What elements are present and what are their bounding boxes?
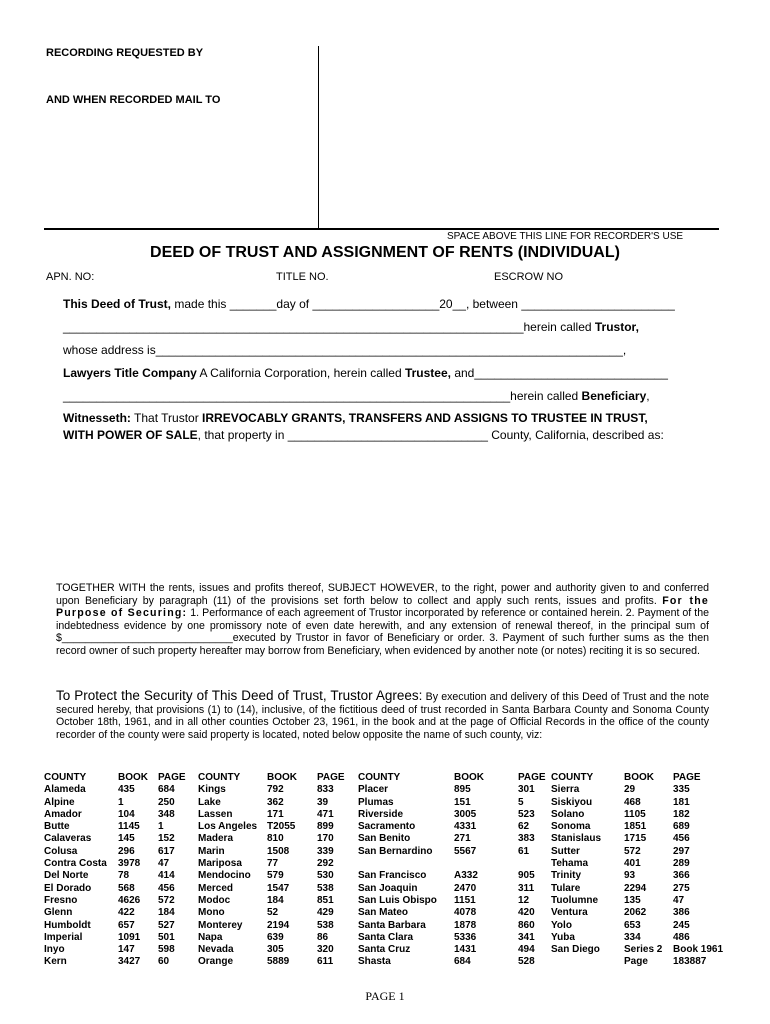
county-book-cell: 1145 xyxy=(118,821,140,833)
county-book-cell: 1 xyxy=(118,796,124,808)
county-page-cell: 617 xyxy=(158,845,175,857)
escrow-no-label: ESCROW NO xyxy=(494,271,564,283)
county-page-cell: 1 xyxy=(158,821,164,833)
county-page-cell: 297 xyxy=(673,845,690,857)
county-book-cell: 657 xyxy=(118,919,135,931)
county-county-cell: Sutter xyxy=(551,845,580,857)
county-book-cell: 104 xyxy=(118,808,135,820)
county-county-cell: El Dorado xyxy=(44,882,92,894)
recorder-space-line xyxy=(44,228,719,230)
county-county-cell: Imperial xyxy=(44,931,83,943)
county-county-cell: Napa xyxy=(198,931,223,943)
county-page-cell: 12 xyxy=(518,894,530,906)
county-table-row xyxy=(44,895,723,907)
county-county-cell: Kings xyxy=(198,784,226,796)
header-book: BOOK xyxy=(454,772,484,783)
county-page-cell: 341 xyxy=(518,931,535,943)
county-page-cell: 420 xyxy=(518,907,535,919)
recorder-space-note: SPACE ABOVE THIS LINE FOR RECORDER'S USE xyxy=(447,231,684,242)
county-county-cell: Tuolumne xyxy=(551,894,599,906)
county-book-cell: 296 xyxy=(118,845,135,857)
county-county-cell: Merced xyxy=(198,882,234,894)
county-page-cell: 366 xyxy=(673,870,690,882)
county-book-cell: 184 xyxy=(267,894,284,906)
county-county-cell: Kern xyxy=(44,956,67,968)
witnesseth-bold: Witnesseth: xyxy=(63,411,131,425)
county-book-cell: 2194 xyxy=(267,919,290,931)
county-book-cell: 271 xyxy=(454,833,471,845)
county-county-cell: Modoc xyxy=(198,894,231,906)
county-book-cell: 3978 xyxy=(118,858,141,870)
county-page-cell: 5 xyxy=(518,796,524,808)
county-book-cell: Page xyxy=(624,956,648,968)
county-county-cell: Sacramento xyxy=(358,821,416,833)
county-county-cell xyxy=(358,858,454,870)
county-page-cell: 501 xyxy=(158,931,175,943)
when-recorded-mail-to-label: AND WHEN RECORDED MAIL TO xyxy=(46,94,221,106)
apn-no-label: APN. NO: xyxy=(46,271,95,283)
deed-of-trust-bold: This Deed of Trust, xyxy=(63,297,172,311)
county-county-cell: Fresno xyxy=(44,894,78,906)
trustee-bold: Trustee, xyxy=(404,366,451,380)
county-page-cell: 494 xyxy=(518,944,535,956)
county-page-cell: 523 xyxy=(518,808,535,820)
recording-requested-by-label: RECORDING REQUESTED BY xyxy=(46,47,204,59)
protect-heading: To Protect the Security of This Deed of Trust, Trustor Agrees: xyxy=(56,688,423,703)
county-county-cell: San Mateo xyxy=(358,907,409,919)
county-book-cell: 568 xyxy=(118,882,135,894)
county-county-cell: Yolo xyxy=(551,919,572,931)
county-county-cell: San Luis Obispo xyxy=(358,894,437,906)
county-book-cell: 2062 xyxy=(624,907,647,919)
county-page-cell: 456 xyxy=(673,833,690,845)
county-county-cell: Alameda xyxy=(44,784,86,796)
county-county-cell: Santa Cruz xyxy=(358,944,411,956)
county-book-cell: 3005 xyxy=(454,808,477,820)
county-book-cell: 362 xyxy=(267,796,284,808)
county-table-row xyxy=(44,846,723,858)
county-page-cell: 456 xyxy=(158,882,175,894)
county-county-cell: Plumas xyxy=(358,796,394,808)
header-book: BOOK xyxy=(267,772,297,783)
county-book-cell: 151 xyxy=(454,796,471,808)
header-county: COUNTY xyxy=(358,772,401,783)
county-table-row xyxy=(44,907,723,919)
page-number: PAGE 1 xyxy=(365,989,405,1003)
county-page-cell: 833 xyxy=(317,784,334,796)
county-book-cell: 2470 xyxy=(454,882,477,894)
county-county-cell: Madera xyxy=(198,833,234,845)
county-county-cell: Nevada xyxy=(198,944,234,956)
county-county-cell: Stanislaus xyxy=(551,833,602,845)
county-county-cell: Sonoma xyxy=(551,821,591,833)
county-county-cell: Solano xyxy=(551,808,585,820)
county-book-cell: 639 xyxy=(267,931,284,943)
beneficiary-bold: Beneficiary xyxy=(581,389,647,403)
county-page-cell: 538 xyxy=(317,882,334,894)
county-book-cell: 435 xyxy=(118,784,135,796)
county-book-cell: 792 xyxy=(267,784,284,796)
county-county-cell: Marin xyxy=(198,845,225,857)
county-page-cell: 183887 xyxy=(673,956,707,968)
county-page-cell: 245 xyxy=(673,919,690,931)
county-page-cell: Book 1961 xyxy=(673,944,724,956)
county-page-cell: 386 xyxy=(673,907,690,919)
county-table-header-row xyxy=(44,772,723,784)
county-page-cell xyxy=(518,858,551,870)
purpose-text: 1. Performance of each agreement of Trustor incorporated by reference or contained herein. 2. Payment of the indebtedness evidence by one promissory note of even date herewith, and any extension of renewal thereof, in the principal sum of $_____________________________executed by Trustor in favor of Beneficiary or order. 3. Payment of such further sums as the then record owner of such property hereafter may borrow from Beneficiary, when evidenced by another note (or notes) reciting it is so secured. xyxy=(56,607,709,657)
county-book-cell: 5567 xyxy=(454,845,477,857)
header-county: COUNTY xyxy=(551,772,594,783)
county-page-cell: 335 xyxy=(673,784,690,796)
county-book-cell: 1105 xyxy=(624,808,646,820)
county-book-cell: 4331 xyxy=(454,821,477,833)
county-table-row xyxy=(44,920,723,932)
county-page-cell: 598 xyxy=(158,944,175,956)
protect-text: By execution and delivery of this Deed of Trust and the note secured hereby, that provisions (1) to (14), inclusive, of the fictitious deed of trust recorded in Santa Barbara County and Sonoma County October 18th, 1961, and in all other counties October 23, 1961, in the book and at the page of Official Records in the office of the county recorder of the county were said property is located, noted below opposite the name of such county, viz: xyxy=(56,691,709,741)
intro-line-1-text: made this _______day of ___________________20__, between _______________________ xyxy=(171,297,675,311)
county-book-cell: 579 xyxy=(267,870,284,882)
grants-bold: IRREVOCABLY GRANTS, TRANSFERS AND ASSIGNS TO TRUSTEE IN TRUST, xyxy=(202,411,648,425)
county-book-cell: 78 xyxy=(118,870,130,882)
intro-line-4-blank: and_____________________________ xyxy=(450,366,668,380)
witnesseth-line-1 xyxy=(63,411,648,425)
county-page-cell: 689 xyxy=(673,821,690,833)
county-page-cell: 47 xyxy=(158,858,170,870)
county-table-row xyxy=(44,797,723,809)
title-no-label: TITLE NO. xyxy=(276,271,329,283)
county-book-cell: 4078 xyxy=(454,907,477,919)
county-page-cell: 301 xyxy=(518,784,535,796)
county-county-cell: San Diego xyxy=(551,944,600,956)
county-page-cell: 292 xyxy=(317,858,334,870)
county-county-cell: San Joaquin xyxy=(358,882,418,894)
county-county-cell: Yuba xyxy=(551,931,575,943)
county-book-cell: 1091 xyxy=(118,931,141,943)
intro-line-2 xyxy=(63,320,639,334)
county-county-cell: Monterey xyxy=(198,919,243,931)
header-page: PAGE xyxy=(158,772,186,783)
county-page-cell: 39 xyxy=(317,796,329,808)
county-book-cell: 1715 xyxy=(624,833,647,845)
county-table-row xyxy=(44,932,723,944)
county-page-cell: 86 xyxy=(317,931,329,943)
county-book-cell: 810 xyxy=(267,833,284,845)
county-county-cell: San Francisco xyxy=(358,870,427,882)
header-vertical-divider xyxy=(318,46,319,229)
county-book-cell: 468 xyxy=(624,796,641,808)
document-title: DEED OF TRUST AND ASSIGNMENT OF RENTS (INDIVIDUAL) xyxy=(150,244,620,261)
trustor-blank: _____________________________________________________________________ xyxy=(63,320,524,334)
county-described-text: , that property in ______________________________ County, California, described as: xyxy=(197,428,664,442)
county-page-cell: 339 xyxy=(317,845,334,857)
county-book-cell: 422 xyxy=(118,907,135,919)
county-book-cell: 653 xyxy=(624,919,641,931)
county-page-cell: 275 xyxy=(673,882,690,894)
county-table-row xyxy=(44,821,723,833)
county-county-cell: Sierra xyxy=(551,784,580,796)
county-page-cell: 250 xyxy=(158,796,175,808)
county-book-cell: Series 2 xyxy=(624,944,663,956)
county-page-cell: 181 xyxy=(673,796,690,808)
header-book: BOOK xyxy=(118,772,148,783)
county-county-cell: Humboldt xyxy=(44,919,91,931)
county-county-cell: Butte xyxy=(44,821,70,833)
county-county-cell xyxy=(551,956,624,968)
county-county-cell: Calaveras xyxy=(44,833,92,845)
county-table-row xyxy=(44,883,723,895)
county-records-table xyxy=(44,772,723,969)
county-book-cell: 1508 xyxy=(267,845,290,857)
power-of-sale-bold: WITH POWER OF SALE xyxy=(63,428,198,442)
county-county-cell: Del Norte xyxy=(44,870,89,882)
county-table-row xyxy=(44,944,723,956)
header-page: PAGE xyxy=(673,772,701,783)
header-county: COUNTY xyxy=(198,772,241,783)
county-book-cell: 895 xyxy=(454,784,471,796)
county-county-cell: Tehama xyxy=(551,858,589,870)
county-page-cell: 538 xyxy=(317,919,334,931)
witnesseth-line-2 xyxy=(63,428,664,442)
county-page-cell: 62 xyxy=(518,821,530,833)
county-book-cell: 5889 xyxy=(267,956,290,968)
county-county-cell: Mariposa xyxy=(198,858,242,870)
county-page-cell: 152 xyxy=(158,833,175,845)
county-county-cell: Trinity xyxy=(551,870,582,882)
county-county-cell: Mono xyxy=(198,907,225,919)
intro-line-1 xyxy=(63,297,675,311)
county-county-cell: Colusa xyxy=(44,845,78,857)
county-book-cell: 1851 xyxy=(624,821,647,833)
herein-called-trustor-text: herein called xyxy=(523,320,595,334)
county-county-cell: Santa Clara xyxy=(358,931,414,943)
county-table-row xyxy=(44,956,723,968)
county-county-cell: Lake xyxy=(198,796,221,808)
county-table-row xyxy=(44,833,723,845)
county-book-cell: 135 xyxy=(624,894,641,906)
county-county-cell: Ventura xyxy=(551,907,588,919)
county-page-cell: 905 xyxy=(518,870,535,882)
county-page-cell: 170 xyxy=(317,833,334,845)
county-page-cell: 289 xyxy=(673,858,690,870)
county-book-cell: 29 xyxy=(624,784,636,796)
county-page-cell: 60 xyxy=(158,956,170,968)
header-county: COUNTY xyxy=(44,772,87,783)
county-book-cell: 5336 xyxy=(454,931,477,943)
county-county-cell: Los Angeles xyxy=(198,821,258,833)
county-county-cell: Glenn xyxy=(44,907,73,919)
county-book-cell: 1431 xyxy=(454,944,477,956)
county-book-cell: 77 xyxy=(267,858,279,870)
county-table-row xyxy=(44,784,723,796)
county-book-cell: A332 xyxy=(454,870,478,882)
county-county-cell: San Bernardino xyxy=(358,845,433,857)
county-page-cell: 527 xyxy=(158,919,175,931)
county-book-cell: 1151 xyxy=(454,894,476,906)
county-table-row xyxy=(44,858,723,870)
protect-paragraph xyxy=(56,690,709,741)
county-page-cell: 899 xyxy=(317,821,334,833)
county-page-cell: 851 xyxy=(317,894,334,906)
intro-line-4-text: A California Corporation, herein called xyxy=(196,366,405,380)
county-county-cell: Shasta xyxy=(358,956,391,968)
intro-line-5 xyxy=(63,389,650,403)
county-page-cell: 47 xyxy=(673,894,685,906)
county-page-cell: 348 xyxy=(158,808,175,820)
county-page-cell: 684 xyxy=(158,784,175,796)
intro-line-4 xyxy=(63,366,668,380)
witnesseth-text: That Trustor xyxy=(130,411,203,425)
county-county-cell: Orange xyxy=(198,956,234,968)
county-page-cell: 311 xyxy=(518,882,535,894)
county-book-cell xyxy=(454,858,518,870)
county-page-cell: 528 xyxy=(518,956,535,968)
county-page-cell: 530 xyxy=(317,870,334,882)
county-county-cell: San Benito xyxy=(358,833,411,845)
county-page-cell: 383 xyxy=(518,833,535,845)
county-book-cell: 147 xyxy=(118,944,135,956)
county-book-cell: 401 xyxy=(624,858,641,870)
header-book: BOOK xyxy=(624,772,654,783)
county-county-cell: Tulare xyxy=(551,882,581,894)
header-page: PAGE xyxy=(518,772,546,783)
county-page-cell: 414 xyxy=(158,870,175,882)
county-page-cell: 486 xyxy=(673,931,690,943)
county-page-cell: 320 xyxy=(317,944,334,956)
county-county-cell: Inyo xyxy=(44,944,65,956)
county-page-cell: 572 xyxy=(158,894,175,906)
county-book-cell: 2294 xyxy=(624,882,647,894)
county-book-cell: 1547 xyxy=(267,882,290,894)
county-book-cell: 3427 xyxy=(118,956,141,968)
county-county-cell: Santa Barbara xyxy=(358,919,426,931)
purpose-heading: For the Purpose of Securing: xyxy=(56,594,709,619)
county-book-cell: 684 xyxy=(454,956,471,968)
together-text: TOGETHER WITH the rents, issues and profits thereof, SUBJECT HOWEVER, to the right, power and authority given to and conferred upon Beneficiary by paragraph (11) of the provisions set forth below to collect and apply such rents, issues and profits. xyxy=(56,582,709,607)
county-book-cell: 93 xyxy=(624,870,636,882)
county-county-cell: Placer xyxy=(358,784,389,796)
county-county-cell: Siskiyou xyxy=(551,796,593,808)
lawyers-title-bold: Lawyers Title Company xyxy=(63,366,197,380)
county-book-cell: 4626 xyxy=(118,894,141,906)
county-book-cell: 145 xyxy=(118,833,135,845)
county-book-cell: 572 xyxy=(624,845,641,857)
county-page-cell: 61 xyxy=(518,845,530,857)
county-county-cell: Lassen xyxy=(198,808,233,820)
county-county-cell: Contra Costa xyxy=(44,858,107,870)
county-book-cell: 1878 xyxy=(454,919,477,931)
county-county-cell: Alpine xyxy=(44,796,75,808)
county-table-row xyxy=(44,809,723,821)
county-county-cell: Riverside xyxy=(358,808,404,820)
beneficiary-blank: ___________________________________________________________________ xyxy=(63,389,511,403)
county-county-cell: Amador xyxy=(44,808,82,820)
county-page-cell: 184 xyxy=(158,907,175,919)
county-page-cell: 611 xyxy=(317,956,334,968)
county-county-cell: Mendocino xyxy=(198,870,251,882)
together-paragraph xyxy=(56,582,709,657)
county-page-cell: 429 xyxy=(317,907,334,919)
county-book-cell: 52 xyxy=(267,907,279,919)
herein-called-beneficiary-text: herein called xyxy=(510,389,582,403)
county-page-cell: 860 xyxy=(518,919,535,931)
county-book-cell: T2055 xyxy=(267,821,296,833)
header-page: PAGE xyxy=(317,772,345,783)
trustor-bold: Trustor, xyxy=(594,320,639,334)
intro-line-3: whose address is______________________________________________________________________, xyxy=(63,343,627,357)
county-book-cell: 334 xyxy=(624,931,641,943)
county-book-cell: 171 xyxy=(267,808,284,820)
county-table-row xyxy=(44,870,723,882)
county-book-cell: 305 xyxy=(267,944,284,956)
county-page-cell: 182 xyxy=(673,808,690,820)
county-page-cell: 471 xyxy=(317,808,334,820)
beneficiary-comma: , xyxy=(646,389,650,403)
